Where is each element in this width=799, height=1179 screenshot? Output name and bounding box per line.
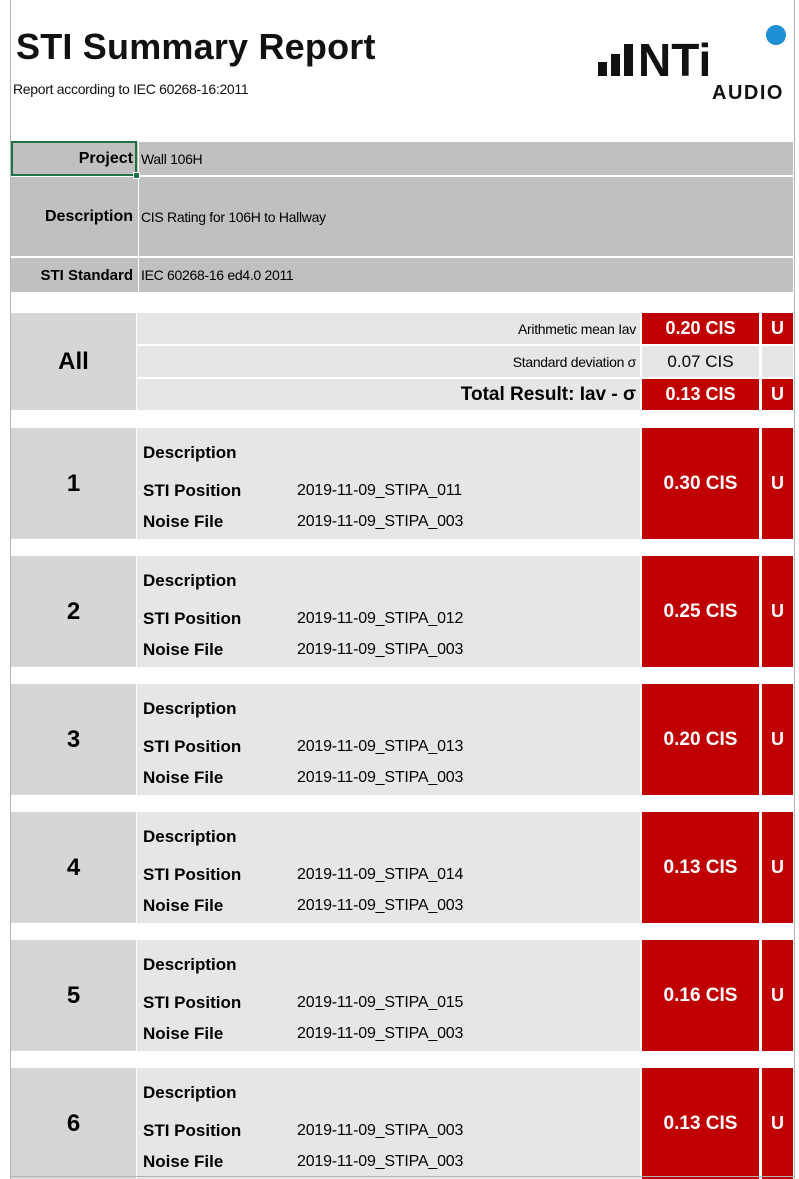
- total-value: 0.13 CIS: [642, 379, 759, 410]
- noise-file-label: Noise File: [143, 640, 224, 659]
- std-flag-empty: [762, 346, 793, 377]
- position-result-flag: U: [762, 1068, 793, 1179]
- sti-position-label: STI Position: [143, 609, 242, 628]
- summary-all-label: All: [11, 313, 136, 410]
- description-row: [11, 177, 793, 256]
- standard-row: [11, 258, 793, 292]
- noise-file-label: Noise File: [143, 896, 224, 915]
- total-flag: U: [762, 379, 793, 410]
- position-number: 6: [11, 1068, 136, 1179]
- mean-value: 0.20 CIS: [642, 313, 759, 344]
- std-value: 0.07 CIS: [642, 346, 759, 377]
- sti-position-value: 2019-11-09_STIPA_003: [297, 1122, 464, 1139]
- sti-position-label: STI Position: [143, 481, 242, 500]
- logo-wordmark: NTi: [638, 34, 712, 84]
- nti-logo-mark: [598, 24, 788, 84]
- position-number: 2: [11, 556, 136, 667]
- report-title: STI Summary Report: [16, 26, 376, 67]
- position-result-value: 0.13 CIS: [642, 812, 759, 923]
- noise-file-value: 2019-11-09_STIPA_003: [297, 513, 464, 530]
- description-label: Description: [143, 1083, 237, 1102]
- position-result-flag: U: [762, 428, 793, 539]
- noise-file-label: Noise File: [143, 512, 224, 531]
- sti-position-value: 2019-11-09_STIPA_013: [297, 738, 464, 755]
- position-result-value: 0.16 CIS: [642, 940, 759, 1051]
- report-subtitle: Report according to IEC 60268-16:2011: [13, 81, 249, 97]
- position-details: [137, 428, 640, 539]
- nti-audio-logo: [598, 24, 790, 104]
- sti-position-label: STI Position: [143, 993, 242, 1012]
- sti-position-value: 2019-11-09_STIPA_012: [297, 610, 464, 627]
- position-result-value: 0.25 CIS: [642, 556, 759, 667]
- position-number: 4: [11, 812, 136, 923]
- position-result-flag: U: [762, 940, 793, 1051]
- total-label: Total Result: Iav - σ: [137, 379, 640, 410]
- std-label: Standard deviation σ: [137, 346, 640, 377]
- position-number: 1: [11, 428, 136, 539]
- position-result-flag: U: [762, 556, 793, 667]
- position-details: [137, 684, 640, 795]
- position-result-value: 0.13 CIS: [642, 1068, 759, 1179]
- sti-position-value: 2019-11-09_STIPA_015: [297, 994, 464, 1011]
- position-details: [137, 1068, 640, 1179]
- description-value[interactable]: CIS Rating for 106H to Hallway: [141, 208, 326, 225]
- project-value[interactable]: Wall 106H: [141, 150, 203, 167]
- position-result-flag: U: [762, 812, 793, 923]
- fill-handle[interactable]: [133, 172, 140, 179]
- position-details: [137, 556, 640, 667]
- mean-label: Arithmetic mean Iav: [137, 313, 640, 344]
- mean-flag: U: [762, 313, 793, 344]
- noise-file-label: Noise File: [143, 1024, 224, 1043]
- standard-value[interactable]: IEC 60268-16 ed4.0 2011: [141, 267, 294, 283]
- sti-position-label: STI Position: [143, 865, 242, 884]
- description-label: Description: [143, 571, 237, 590]
- sti-position-value: 2019-11-09_STIPA_011: [297, 482, 463, 499]
- noise-file-value: 2019-11-09_STIPA_003: [297, 641, 464, 658]
- sti-position-value: 2019-11-09_STIPA_014: [297, 866, 464, 883]
- position-number: 5: [11, 940, 136, 1051]
- position-result-flag: U: [762, 684, 793, 795]
- sti-position-label: STI Position: [143, 1121, 242, 1140]
- noise-file-value: 2019-11-09_STIPA_003: [297, 769, 464, 786]
- position-details: [137, 812, 640, 923]
- logo-audio-text: AUDIO: [712, 82, 784, 104]
- position-result-value: 0.20 CIS: [642, 684, 759, 795]
- standard-label: STI Standard: [40, 266, 133, 284]
- noise-file-value: 2019-11-09_STIPA_003: [297, 897, 464, 914]
- position-details: [137, 940, 640, 1051]
- description-label: Description: [44, 207, 133, 225]
- description-label: Description: [143, 955, 237, 974]
- sti-position-label: STI Position: [143, 737, 242, 756]
- description-label: Description: [143, 699, 237, 718]
- position-number: 3: [11, 684, 136, 795]
- selected-cell[interactable]: [11, 141, 137, 176]
- noise-file-value: 2019-11-09_STIPA_003: [297, 1153, 464, 1170]
- description-label: Description: [143, 827, 237, 846]
- noise-file-label: Noise File: [143, 768, 224, 787]
- noise-file-label: Noise File: [143, 1152, 224, 1171]
- noise-file-value: 2019-11-09_STIPA_003: [297, 1025, 464, 1042]
- project-label: Project: [78, 149, 133, 167]
- description-label: Description: [143, 443, 237, 462]
- position-result-value: 0.30 CIS: [642, 428, 759, 539]
